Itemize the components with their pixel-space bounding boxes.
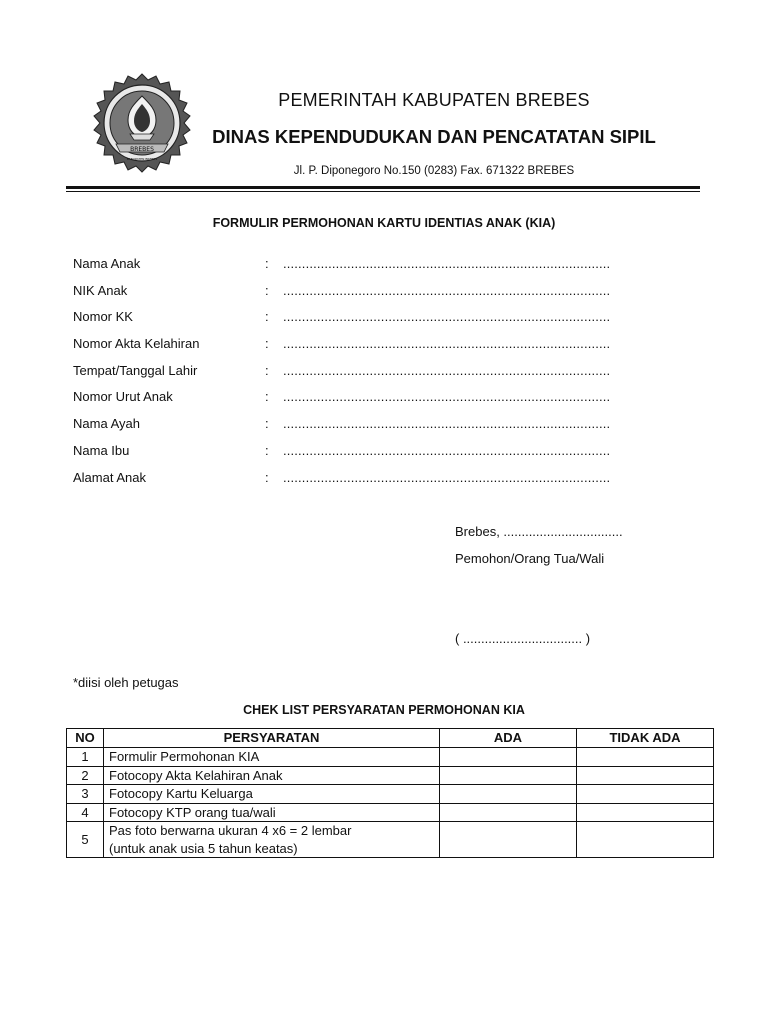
row-number: 4 bbox=[67, 803, 104, 822]
header-divider-thin bbox=[66, 191, 700, 192]
officer-note: *diisi oleh petugas bbox=[73, 675, 179, 690]
svg-text:KABUPATEN BREBES: KABUPATEN BREBES bbox=[126, 157, 158, 161]
fill-in-line: ....................................................................................... bbox=[283, 309, 611, 325]
row-number: 2 bbox=[67, 766, 104, 785]
field-colon: : bbox=[265, 389, 269, 405]
field-colon: : bbox=[265, 282, 269, 298]
ada-checkbox-cell[interactable] bbox=[440, 822, 577, 858]
field-label: NIK Anak bbox=[73, 282, 128, 298]
institution-department: DINAS KEPENDUDUKAN DAN PENCATATAN SIPIL bbox=[212, 126, 656, 147]
field-label: Nama Ayah bbox=[73, 416, 140, 432]
field-label: Alamat Anak bbox=[73, 469, 146, 485]
header-ada: ADA bbox=[440, 729, 577, 748]
fill-in-line: ....................................................................................... bbox=[283, 469, 611, 485]
table-row bbox=[67, 766, 714, 785]
fill-in-line: ....................................................................................... bbox=[283, 282, 611, 298]
field-nomor-akta bbox=[73, 336, 693, 363]
field-nama-ibu bbox=[73, 443, 693, 470]
fill-in-line: ....................................................................................... bbox=[283, 362, 611, 378]
requirement-item: Formulir Permohonan KIA bbox=[104, 748, 440, 767]
requirement-item: Fotocopy Kartu Keluarga bbox=[104, 785, 440, 804]
field-colon: : bbox=[265, 416, 269, 432]
tidak-ada-checkbox-cell[interactable] bbox=[577, 748, 714, 767]
field-nik-anak bbox=[73, 283, 693, 310]
brebes-regency-logo bbox=[90, 72, 194, 176]
field-tempat-tanggal-lahir bbox=[73, 363, 693, 390]
fill-in-line: ....................................................................................... bbox=[283, 256, 611, 271]
field-nama-ayah bbox=[73, 416, 693, 443]
table-header-row bbox=[67, 729, 714, 748]
ada-checkbox-cell[interactable] bbox=[440, 785, 577, 804]
requirements-checklist-table bbox=[66, 728, 714, 858]
field-nomor-urut-anak bbox=[73, 389, 693, 416]
field-label: Nomor Akta Kelahiran bbox=[73, 336, 200, 352]
table-row bbox=[67, 785, 714, 804]
field-colon: : bbox=[265, 336, 269, 352]
row-number: 5 bbox=[67, 822, 104, 858]
requirement-item-line1: Pas foto berwarna ukuran 4 x6 = 2 lembar bbox=[109, 823, 352, 838]
tidak-ada-checkbox-cell[interactable] bbox=[577, 785, 714, 804]
field-colon: : bbox=[265, 469, 269, 485]
fill-in-line: ....................................................................................... bbox=[283, 442, 611, 458]
field-colon: : bbox=[265, 256, 269, 271]
field-label: Nama Anak bbox=[73, 256, 141, 271]
ada-checkbox-cell[interactable] bbox=[440, 803, 577, 822]
row-number: 3 bbox=[67, 785, 104, 804]
field-label: Nama Ibu bbox=[73, 442, 130, 458]
requirement-item-line2: (untuk anak usia 5 tahun keatas) bbox=[109, 840, 298, 856]
signature-role: Pemohon/Orang Tua/Wali bbox=[455, 551, 605, 566]
ada-checkbox-cell[interactable] bbox=[440, 748, 577, 767]
field-label: Nomor KK bbox=[73, 309, 133, 325]
checklist-title: CHEK LIST PERSYARATAN PERMOHONAN KIA bbox=[243, 703, 525, 717]
field-label: Nomor Urut Anak bbox=[73, 389, 173, 405]
header-persyaratan: PERSYARATAN bbox=[104, 729, 440, 748]
field-colon: : bbox=[265, 362, 269, 378]
tidak-ada-checkbox-cell[interactable] bbox=[577, 822, 714, 858]
signature-place-date: Brebes, ................................. bbox=[455, 524, 623, 539]
table-row bbox=[67, 822, 714, 858]
field-alamat-anak bbox=[73, 470, 693, 497]
table-row bbox=[67, 803, 714, 822]
applicant-fields bbox=[73, 256, 693, 496]
requirement-item: Fotocopy KTP orang tua/wali bbox=[104, 803, 440, 822]
tidak-ada-checkbox-cell[interactable] bbox=[577, 803, 714, 822]
ada-checkbox-cell[interactable] bbox=[440, 766, 577, 785]
institution-government: PEMERINTAH KABUPATEN BREBES bbox=[278, 90, 590, 110]
requirement-item: Fotocopy Akta Kelahiran Anak bbox=[104, 766, 440, 785]
field-colon: : bbox=[265, 442, 269, 458]
svg-text:BREBES: BREBES bbox=[130, 146, 154, 153]
header-tidak-ada: TIDAK ADA bbox=[577, 729, 714, 748]
table-row bbox=[67, 748, 714, 767]
row-number: 1 bbox=[67, 748, 104, 767]
field-label: Tempat/Tanggal Lahir bbox=[73, 362, 198, 378]
form-title: FORMULIR PERMOHONAN KARTU IDENTIAS ANAK (KIA) bbox=[212, 216, 556, 230]
fill-in-line: ....................................................................................... bbox=[283, 389, 611, 405]
requirement-item bbox=[104, 822, 440, 858]
tidak-ada-checkbox-cell[interactable] bbox=[577, 766, 714, 785]
fill-in-line: ....................................................................................... bbox=[283, 336, 611, 352]
signature-name-line: ( ................................. ) bbox=[455, 631, 591, 646]
institution-address: Jl. P. Diponegoro No.150 (0283) Fax. 671322 BREBES bbox=[293, 165, 575, 177]
fill-in-line: ....................................................................................... bbox=[283, 416, 611, 432]
field-nomor-kk bbox=[73, 309, 693, 336]
field-colon: : bbox=[265, 309, 269, 325]
header-divider-thick bbox=[66, 186, 700, 189]
field-nama-anak bbox=[73, 256, 693, 283]
header-no: NO bbox=[67, 729, 104, 748]
